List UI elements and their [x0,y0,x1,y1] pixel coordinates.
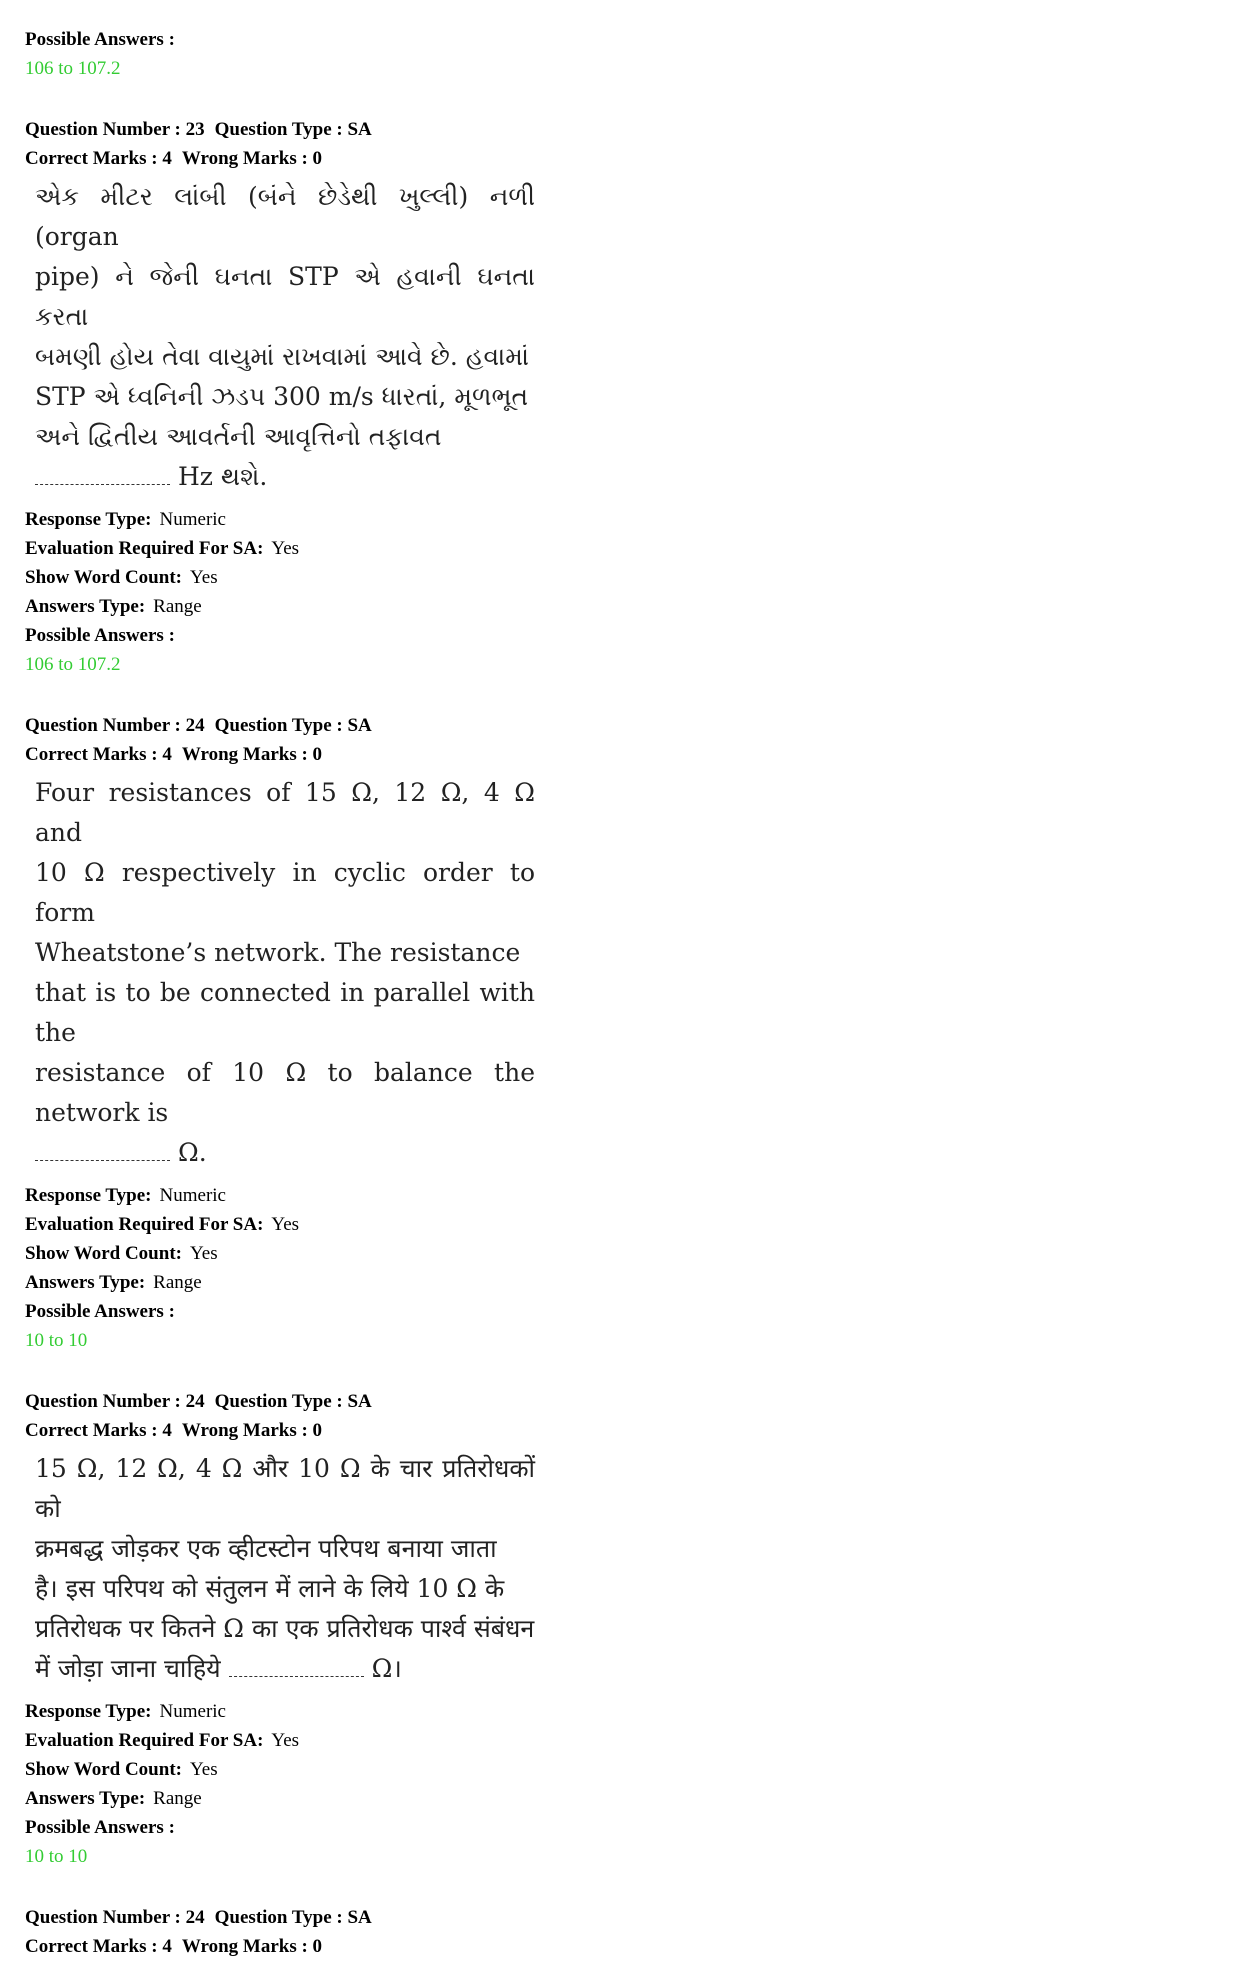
question-text [35,177,535,497]
marks-line [25,144,1215,173]
question-text-tail: Ω. [178,1138,207,1167]
question-text-line: क्रमबद्ध जोड़कर एक व्हीटस्टोन परिपथ बनाया जाता [35,1534,497,1563]
correct-marks: Correct Marks : 4 [25,148,172,169]
answers-type-row: Answers Type: Range [25,1272,202,1293]
response-type-row: Response Type: Numeric [25,509,226,530]
question-text-tail: Ω। [371,1654,402,1683]
possible-answers-value: 10 to 10 [25,1330,88,1351]
question-text-line: है। इस परिपथ को संतुलन में लाने के लिये 10 Ω के [35,1574,505,1603]
answers-type-row: Answers Type: Range [25,596,202,617]
response-type-row: Response Type: Numeric [25,1701,226,1722]
question-text-line: અને દ્વિતીય આવર્તની આવૃત્તિનો તફાવત [35,422,442,451]
answer-blank [35,462,170,485]
possible-answers-label: Possible Answers : [25,1817,175,1838]
question-type: Question Type : SA [214,1391,372,1412]
question-header [25,711,1215,740]
marks-line [25,740,1215,769]
evaluation-row: Evaluation Required For SA: Yes [25,1214,300,1235]
question-text-line: pipe) ને જેની ઘનતા STP એ હવાની ઘનતા કરતા [35,262,535,331]
wrong-marks: Wrong Marks : 0 [181,1936,323,1957]
evaluation-row: Evaluation Required For SA: Yes [25,1730,300,1751]
question-text-tail: Hz થશે. [178,462,268,491]
correct-marks: Correct Marks : 4 [25,1936,172,1957]
answer-blank [35,1138,170,1161]
question-text-line: STP એ ધ્વનિની ઝડપ 300 m/s ધારતાં, મૂળભૂત [35,382,529,411]
marks-line [25,1932,1215,1961]
question-number: Question Number : 24 [25,1907,205,1928]
possible-answers-value: 10 to 10 [25,1846,88,1867]
word-count-row: Show Word Count: Yes [25,567,218,588]
word-count-row: Show Word Count: Yes [25,1243,218,1264]
question-type: Question Type : SA [214,715,372,736]
question-number: Question Number : 23 [25,119,205,140]
word-count-row: Show Word Count: Yes [25,1759,218,1780]
question-text-line: that is to be connected in parallel with the [35,978,535,1047]
question-text-tail-prefix: में जोड़ा जाना चाहिये [35,1654,221,1683]
question-header [25,1903,1215,1932]
question-block [25,1903,1215,1961]
question-text-line: Four resistances of 15 Ω, 12 Ω, 4 Ω and [35,778,535,847]
possible-answers-value: 106 to 107.2 [25,58,121,79]
correct-marks: Correct Marks : 4 [25,744,172,765]
question-text-line: Wheatstone’s network. The resistance [35,938,521,967]
possible-answers-label: Possible Answers : [25,1301,175,1322]
marks-line [25,1416,1215,1445]
possible-answers-label: Possible Answers : [25,29,175,50]
answer-blank [229,1654,364,1677]
question-type: Question Type : SA [214,119,372,140]
question-text [35,773,535,1173]
wrong-marks: Wrong Marks : 0 [181,744,323,765]
question-number: Question Number : 24 [25,715,205,736]
wrong-marks: Wrong Marks : 0 [181,148,323,169]
question-text-line: resistance of 10 Ω to balance the network is [35,1058,535,1127]
question-number: Question Number : 24 [25,1391,205,1412]
possible-answers-value: 106 to 107.2 [25,654,121,675]
question-text [35,1449,535,1689]
question-text-line: બમણી હોય તેવા વાયુમાં રાખવામાં આવે છે. હવામાં [35,342,530,371]
correct-marks: Correct Marks : 4 [25,1420,172,1441]
evaluation-row: Evaluation Required For SA: Yes [25,538,300,559]
question-text-line: 15 Ω, 12 Ω, 4 Ω और 10 Ω के चार प्रतिरोधकों को [35,1454,535,1523]
question-text-line: प्रतिरोधक पर कितने Ω का एक प्रतिरोधक पार्श्व संबंधन [35,1614,535,1643]
question-header [25,1387,1215,1416]
document-page [25,25,1215,1961]
possible-answers-label: Possible Answers : [25,625,175,646]
question-header [25,115,1215,144]
question-block [25,115,1215,679]
question-text-line: એક મીટર લાંબી (બંને છેડેથી ખુલ્લી) નળી (organ [35,182,535,251]
wrong-marks: Wrong Marks : 0 [181,1420,323,1441]
response-type-row: Response Type: Numeric [25,1185,226,1206]
question-type: Question Type : SA [214,1907,372,1928]
answers-type-row: Answers Type: Range [25,1788,202,1809]
question-text-line: 10 Ω respectively in cyclic order to form [35,858,535,927]
question-block [25,711,1215,1355]
question-block [25,1387,1215,1871]
